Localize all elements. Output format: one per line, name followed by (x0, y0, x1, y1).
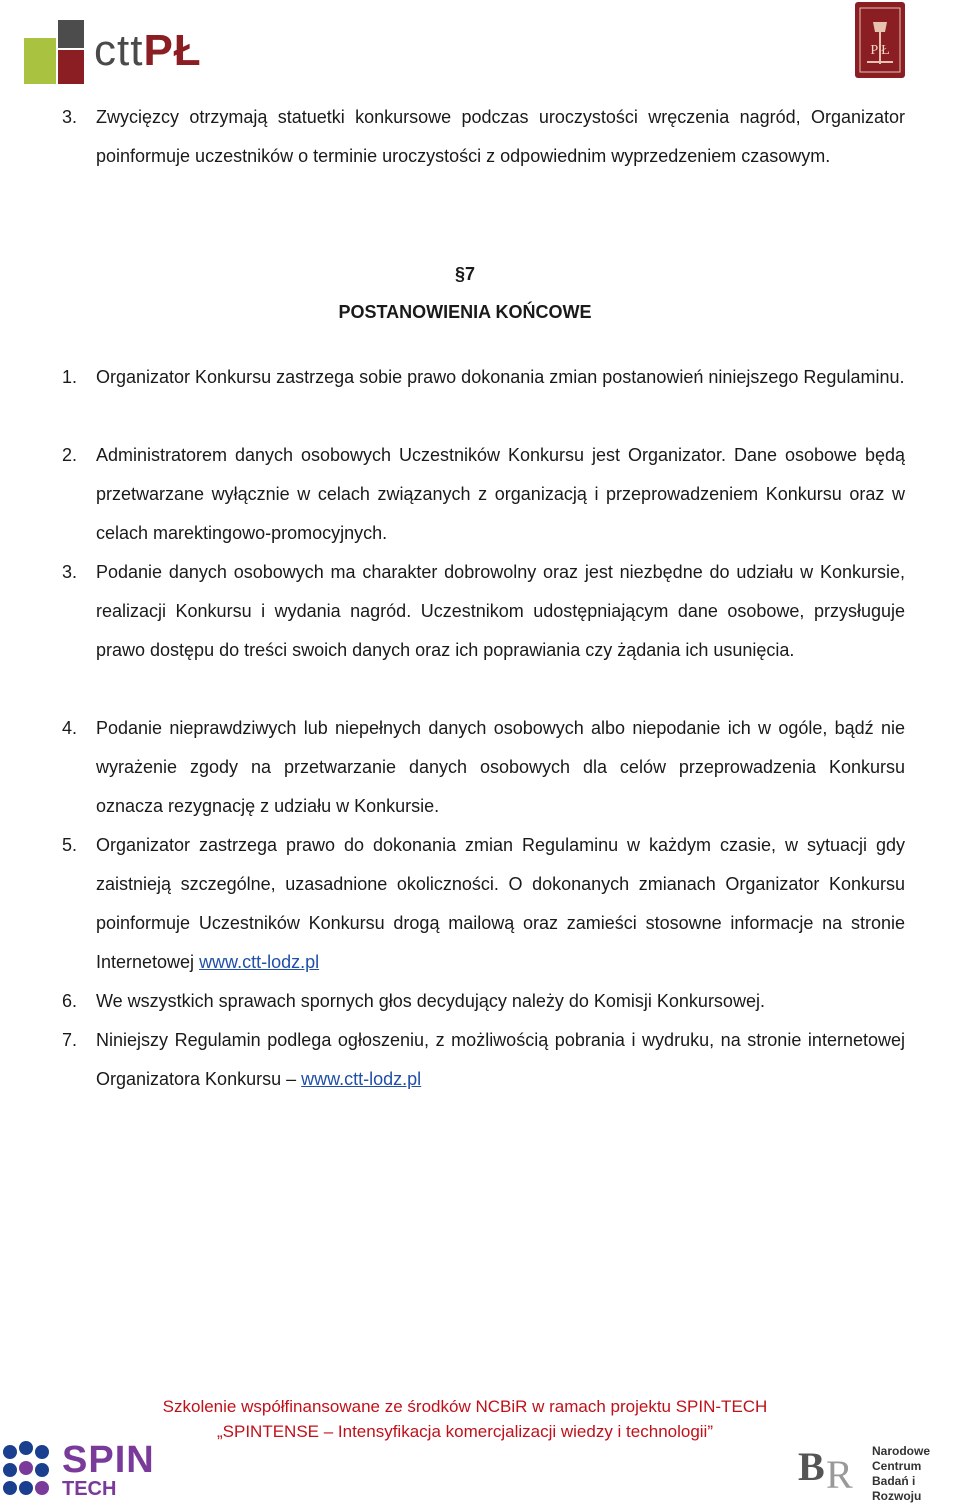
ctt-website-link[interactable]: www.ctt-lodz.pl (199, 952, 320, 972)
politechnika-emblem-icon (855, 2, 905, 78)
list-item-2: 2. Administratorem danych osobowych Uczestników Konkursu jest Organizator. Dane osobowe będą przetwarzane wyłącznie w celach związanych z organizacją i przeprowadzeniem Konkursu oraz w celach marektingowo-promocyjnych. (62, 445, 905, 543)
svg-text:B: B (798, 1444, 825, 1489)
list-item-1: 1. Organizator Konkursu zastrzega sobie prawo dokonania zmian postanowień niniejszego Regulaminu. (62, 367, 905, 387)
list-item-3: 3. Podanie danych osobowych ma charakter dobrowolny oraz jest niezbędne do udziału w Konkursie, realizacji Konkursu i wydania nagród. Uczestnikom udostępniającym dane osobowe, przysługuje prawo dostępu do treści swoich danych oraz ich poprawiania czy żądania ich usunięcia. (62, 562, 905, 660)
logo-square-gray (58, 20, 84, 48)
ncbr-logo: B R Narodowe Centrum Badań i Rozwoju (796, 1438, 960, 1500)
ctt-pl-logo (24, 20, 214, 86)
svg-text:P Ł: P Ł (870, 43, 890, 58)
logo-square-green (24, 38, 56, 84)
section-title: POSTANOWIENIA KOŃCOWE (338, 302, 592, 322)
ctt-website-link-2[interactable]: www.ctt-lodz.pl (301, 1069, 422, 1089)
list-item-6: 6. We wszystkich sprawach spornych głos decydujący należy do Komisji Konkursowej. (62, 991, 765, 1011)
spin-dots-icon (0, 1438, 60, 1500)
svg-text:R: R (826, 1452, 853, 1497)
intro-list-item: 3. Zwycięzcy otrzymają statuetki konkursowe podczas uroczystości wręczenia nagród, Organizator poinformuje uczestników o terminie uroczystości z odpowiednim wyprzedzeniem czasowym. (62, 107, 905, 166)
section-number: §7 (454, 264, 476, 284)
logo-square-red (58, 50, 84, 84)
list-item-7: 7. Niniejszy Regulamin podlega ogłoszeniu, z możliwością pobrania i wydruku, na stronie internetowej Organizatora Konkursu – www.ctt-lodz.pl (62, 1030, 905, 1089)
ctt-logo-text: cttPŁ (94, 26, 202, 75)
footer-project-line: „SPINTENSE – Intensyfikacja komercjalizacji wiedzy i technologii” (216, 1422, 713, 1441)
footer-funding-line: Szkolenie współfinansowane ze środków NCBiR w ramach projektu SPIN-TECH (162, 1397, 768, 1416)
spin-tech-logo: SPIN TECH (0, 1438, 140, 1500)
list-item-5: 5. Organizator zastrzega prawo do dokonania zmian Regulaminu w każdym czasie, w sytuacji gdy zaistnieją szczególne, uzasadnione okoliczności. O dokonanych zmianach Organizator Konkursu poinformuje Uczestników Konkursu drogą mailową oraz zamieści stosowne informacje na stronie Internetowej www.ctt-lodz.pl (62, 835, 905, 972)
ncbr-br-icon (796, 1438, 868, 1500)
list-item-4: 4. Podanie nieprawdziwych lub niepełnych danych osobowych albo niepodanie ich w ogóle, bądź nie wyrażenie zgody na przetwarzanie danych osobowych dla celów przeprowadzenia Konkursu oznacza rezygnację z udziału w Konkursie. (62, 718, 905, 816)
